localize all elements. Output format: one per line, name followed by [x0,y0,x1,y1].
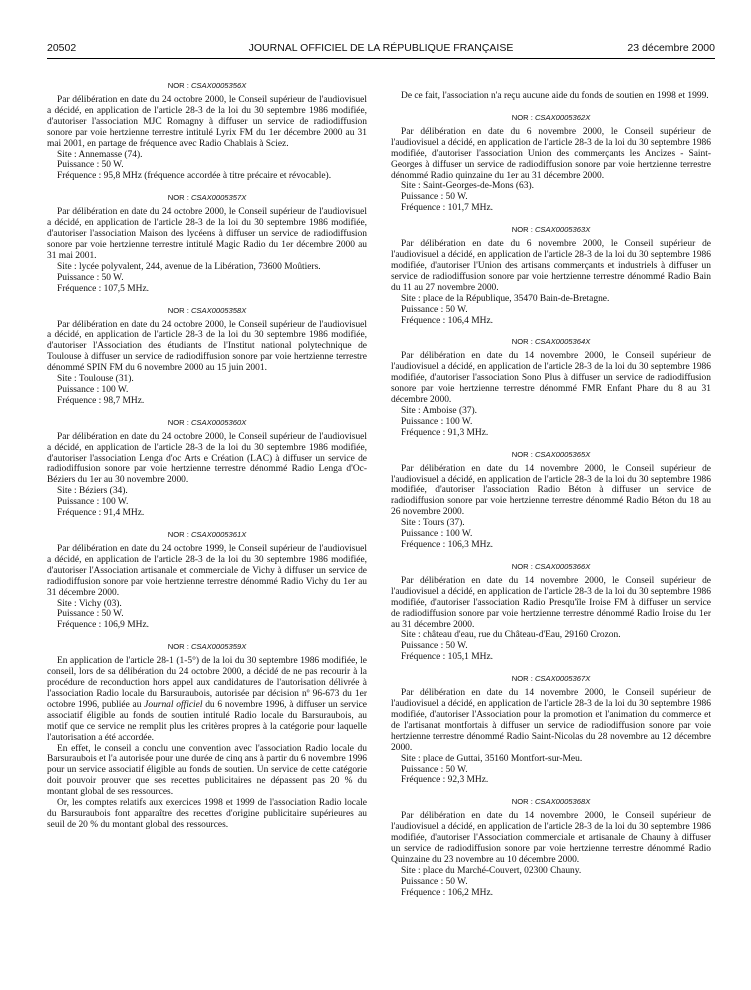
notice-text: du 6 novembre 1996, à diffuser un service associatif éligible au fonds de soutien intitulé Radio locale du Barsuraubois, au motif que ce service ne remplit plus les critères propres à la catégorie pour laquelle l'autorisation a été accordée. [47,699,367,743]
nor-reference [47,642,367,652]
journal-reference: Journal officiel [144,699,203,710]
nor-code: CSAX0005356X [190,81,247,90]
notice-site: Site : Vichy (03). [57,598,122,609]
publication-date: 23 décembre 2000 [627,42,715,54]
nor-code: CSAX0005367X [534,674,591,684]
notice-power: Puissance : 50 W. [401,876,468,887]
notice-body: Par délibération en date du 14 novembre 2000, le Conseil supérieur de l'audiovisuel a décidé, en application de l'article 28-3 de la loi du 30 septembre 1986 modifiée, d'autoriser l'Association commerciale et artisanale de Chauny à diffuser un service de radiodiffusion sonore par voie hertzienne terrestre dénommé Radio Quinzaine du 23 novembre au 10 décembre 2000. [391,811,711,865]
notice-power: Puissance : 50 W. [401,192,468,203]
nor-code: CSAX0005361X [190,530,247,539]
notice-site: Site : Annemasse (74). [57,149,143,160]
notice-frequency: Fréquence : 98,7 MHz. [57,395,145,406]
nor-reference [47,81,367,91]
notice-power: Puissance : 100 W. [401,416,473,427]
journal-title: JOURNAL OFFICIEL DE LA RÉPUBLIQUE FRANÇAISE [248,42,514,54]
notice [391,225,711,326]
nor-code: CSAX0005368X [534,797,591,807]
nor-label: NOR : [167,305,189,315]
notice-frequency: Fréquence : 106,3 MHz. [401,540,493,550]
notice-power: Puissance : 50 W. [401,764,468,775]
notice [47,81,367,182]
notice-site: Site : château d'eau, rue du Château-d'Eau, 29160 Crozon. [401,630,621,641]
notice-body: Par délibération en date du 14 novembre 2000, le Conseil supérieur de l'audiovisuel a décidé, en application de l'article 28-3 de la loi du 30 septembre 1986 modifiée, d'autoriser l'Association pour la promotion et l'animation du commerce et de l'artisanat montfortais à diffuser un service de radiodiffusion sonore par voie hertzienne terrestre dénommé Radio Saint-Nicolas du 28 novembre au 12 décembre 2000. [391,688,711,753]
notice-frequency: Fréquence : 106,9 MHz. [57,620,149,631]
notice-body [47,656,367,743]
nor-reference [391,450,711,460]
nor-code: CSAX0005357X [190,193,247,203]
nor-code: CSAX0005360X [190,417,247,427]
nor-reference [47,418,367,428]
notice-frequency: Fréquence : 101,7 MHz. [401,203,493,214]
nor-label: NOR : [511,112,533,122]
nor-code: CSAX0005366X [534,561,591,571]
notice-site: Site : Toulouse (31). [57,374,134,385]
nor-reference [47,193,367,203]
notice-frequency: Fréquence : 105,1 MHz. [401,652,493,663]
notice-body: Par délibération en date du 24 octobre 1999, le Conseil supérieur de l'audiovisuel a décidé, en application de l'article 28-3 de la loi du 30 septembre 1986 modifiée, d'autoriser l'Association artisanale et commerciale de Vichy à diffuser un service de radiodiffusion sonore par voie hertzienne terrestre dénommé Radio Vichy du 1er au 31 décembre 2000. [47,544,367,598]
nor-reference [47,306,367,316]
notice [47,418,367,519]
nor-code: CSAX0005364X [534,337,591,347]
nor-reference [391,797,711,807]
nor-label: NOR : [511,225,533,235]
notice-frequency: Fréquence : 91,3 MHz. [401,427,489,438]
nor-code: CSAX0005365X [534,449,591,459]
continuation-paragraph: De ce fait, l'association n'a reçu aucune aide du fonds de soutien en 1998 et 1999. [401,91,709,101]
notice-body: Par délibération en date du 6 novembre 2000, le Conseil supérieur de l'audiovisuel a décidé, en application de l'article 28-3 de la loi du 30 septembre 1986 modifiée, d'autoriser l'Union des artisans commerçants et industriels à diffuser un service de radiodiffusion sonore par voie hertzienne terrestre dénommé Radio Bain du 11 au 27 novembre 2000. [391,239,711,293]
nor-reference [391,674,711,684]
nor-reference [391,225,711,235]
notice-site: Site : place de Guttai, 35160 Montfort-sur-Meu. [401,753,583,764]
notice-frequency: Fréquence : 91,4 MHz. [57,508,145,519]
nor-label: NOR : [167,81,189,90]
right-column [391,70,711,985]
nor-label: NOR : [167,193,189,203]
left-column [47,70,367,985]
notice [391,337,711,438]
header-rule [47,58,715,59]
nor-label: NOR : [167,642,189,652]
nor-label: NOR : [511,449,533,459]
notice-power: Puissance : 100 W. [57,384,129,395]
nor-code: CSAX0005359X [190,642,247,652]
nor-label: NOR : [511,337,533,347]
notice-site: Site : place de la République, 35470 Bain-de-Bretagne. [401,293,610,304]
nor-code: CSAX0005363X [534,225,591,235]
notice-frequency: Fréquence : 92,3 MHz. [401,775,489,786]
notice-text: En application de l'article 28-1 (1-5°) de la loi du 30 septembre 1986 modifiée, le conseil, lors de sa délibération du 24 octobre 2000, a décidé de ne pas recourir à la procédure de reconduction hors appel aux candidatures de l'autorisation délivrée à l'association Radio locale du Barsuraubois, autorisée par décision nº 96-673 du 1er octobre 1996, publiée au [47,656,367,710]
nor-label: NOR : [167,417,189,427]
nor-reference [391,337,711,347]
notice-body: Par délibération en date du 14 novembre 2000, le Conseil supérieur de l'audiovisuel a décidé, en application de l'article 28-3 de la loi du 30 septembre 1986 modifiée, d'autoriser l'association Sono Plus à diffuser un service de radiodiffusion sonore par voie hertzienne terrestre dénommé FMR Enfant Phare du 8 au 31 décembre 2000. [391,351,711,406]
notice-body: Par délibération en date du 6 novembre 2000, le Conseil supérieur de l'audiovisuel a décidé, en application de l'article 28-3 de la loi du 30 septembre 1986 modifiée, d'autoriser l'association Union des commerçants les Ancizes - Saint-Georges à diffuser un service de radiodiffusion sonore par voie hertzienne terrestre dénommé Radio quinzaine du 1er au 31 décembre 2000. [391,126,711,181]
notice [47,306,367,407]
nor-code: CSAX0005358X [190,305,247,315]
nor-reference [47,530,367,540]
notice [47,530,367,631]
notice-power: Puissance : 50 W. [57,272,124,283]
notice-paragraph: En effet, le conseil a conclu une convention avec l'association Radio locale du Barsuraubois et l'a autorisée pour une durée de cinq ans à partir du 6 novembre 1996 pour un service associatif éligible au fonds de soutien. Un service de cette catégorie doit pouvoir prouver que ses recettes publicitaires ne dépassent pas 20 % du montant global de ses ressources. [47,743,367,798]
notice [391,450,711,551]
notice [391,113,711,214]
notice-body: Par délibération en date du 14 novembre 2000, le Conseil supérieur de l'audiovisuel a décidé, en application de l'article 28-3 de la loi du 30 septembre 1986 modifiée, d'autoriser l'association Radio Béton à diffuser un service de radiodiffusion sonore par voie hertzienne terrestre dénommé Radio Béton du 18 au 26 novembre 2000. [391,463,711,518]
nor-label: NOR : [167,530,189,539]
notice-body: Par délibération en date du 24 octobre 2000, le Conseil supérieur de l'audiovisuel a décidé, en application de l'article 28-3 de la loi du 30 septembre 1986 modifiée, d'autoriser l'Association des étudiants de l'Institut national polytechnique de Toulouse à diffuser un service de radiodiffusion sonore par voie hertzienne terrestre dénommé SPIN FM du 6 novembre 2000 au 15 juin 2001. [47,319,367,374]
notice [391,797,711,898]
notice-site: Site : lycée polyvalent, 244, avenue de la Libération, 73600 Moûtiers. [57,261,321,272]
notice-frequency: Fréquence : 106,4 MHz. [401,315,493,326]
nor-label: NOR : [511,797,533,807]
notice-site: Site : Saint-Georges-de-Mons (63). [401,181,534,192]
nor-reference [391,113,711,123]
notice-power: Puissance : 50 W. [401,641,468,652]
notice-frequency: Fréquence : 95,8 MHz (fréquence accordée à titre précaire et révocable). [57,171,332,182]
nor-label: NOR : [511,561,533,571]
notice-site: Site : Béziers (34). [57,486,128,497]
notice-frequency: Fréquence : 106,2 MHz. [401,887,493,898]
notice-frequency: Fréquence : 107,5 MHz. [57,283,149,294]
notice-body: Par délibération en date du 24 octobre 2000, le Conseil supérieur de l'audiovisuel a décidé, en application de l'article 28-3 de la loi du 30 septembre 1986 modifiée, d'autoriser l'association Maison des lycéens à diffuser un service de radiodiffusion sonore par voie hertzienne terrestre intitulé Magic Radio du 1er décembre 2000 au 31 mai 2001. [47,207,367,261]
notice-power: Puissance : 50 W. [401,304,468,315]
notice-power: Puissance : 100 W. [401,529,473,540]
notice [391,562,711,663]
notice-power: Puissance : 50 W. [57,609,124,620]
notice-site: Site : Amboise (37). [401,405,478,416]
notice-site: Site : Tours (37). [401,518,465,529]
notice-power: Puissance : 100 W. [57,497,129,508]
nor-label: NOR : [511,674,533,684]
notice [47,193,367,294]
page-header [47,40,715,56]
page-number: 20502 [47,42,77,54]
notice-body: Par délibération en date du 24 octobre 2000, le Conseil supérieur de l'audiovisuel a décidé, en application de l'article 28-3 de la loi du 30 septembre 1986 modifiée, d'autoriser l'association MJC Romagny à diffuser un service de radiodiffusion sonore par voie hertzienne terrestre intitulé Lyrix FM du 1er décembre 2000 au 31 mai 2001, en partage de fréquence avec Radio Chablais à Sciez. [47,95,367,149]
notice-body: Par délibération en date du 14 novembre 2000, le Conseil supérieur de l'audiovisuel a décidé, en application de l'article 28-3 de la loi du 30 septembre 1986 modifiée, d'autoriser l'association Radio Presqu'île Iroise FM à diffuser un service de radiodiffusion sonore par voie hertzienne terrestre dénommé Radio Iroise du 1er au 31 décembre 2000. [391,575,711,630]
notice-paragraph: Or, les comptes relatifs aux exercices 1998 et 1999 de l'association Radio locale du Barsuraubois font apparaître des recettes d'origine publicitaire supérieures au seuil de 20 % du montant global des ressources. [47,798,367,830]
notice-body: Par délibération en date du 24 octobre 2000, le Conseil supérieur de l'audiovisuel a décidé, en application de l'article 28-3 de la loi du 30 septembre 1986 modifiée, d'autoriser l'association Lenga d'oc Arts e Création (LAC) à diffuser un service de radiodiffusion sonore par voie hertzienne terrestre dénommé Radio Lenga d'Oc-Béziers du 1er au 30 novembre 2000. [47,431,367,486]
nor-reference [391,562,711,572]
nor-code: CSAX0005362X [534,112,591,122]
notice [47,642,367,831]
notice-power: Puissance : 50 W. [57,160,124,171]
notice [391,674,711,786]
notice-site: Site : place du Marché-Couvert, 02300 Chauny. [401,865,582,876]
